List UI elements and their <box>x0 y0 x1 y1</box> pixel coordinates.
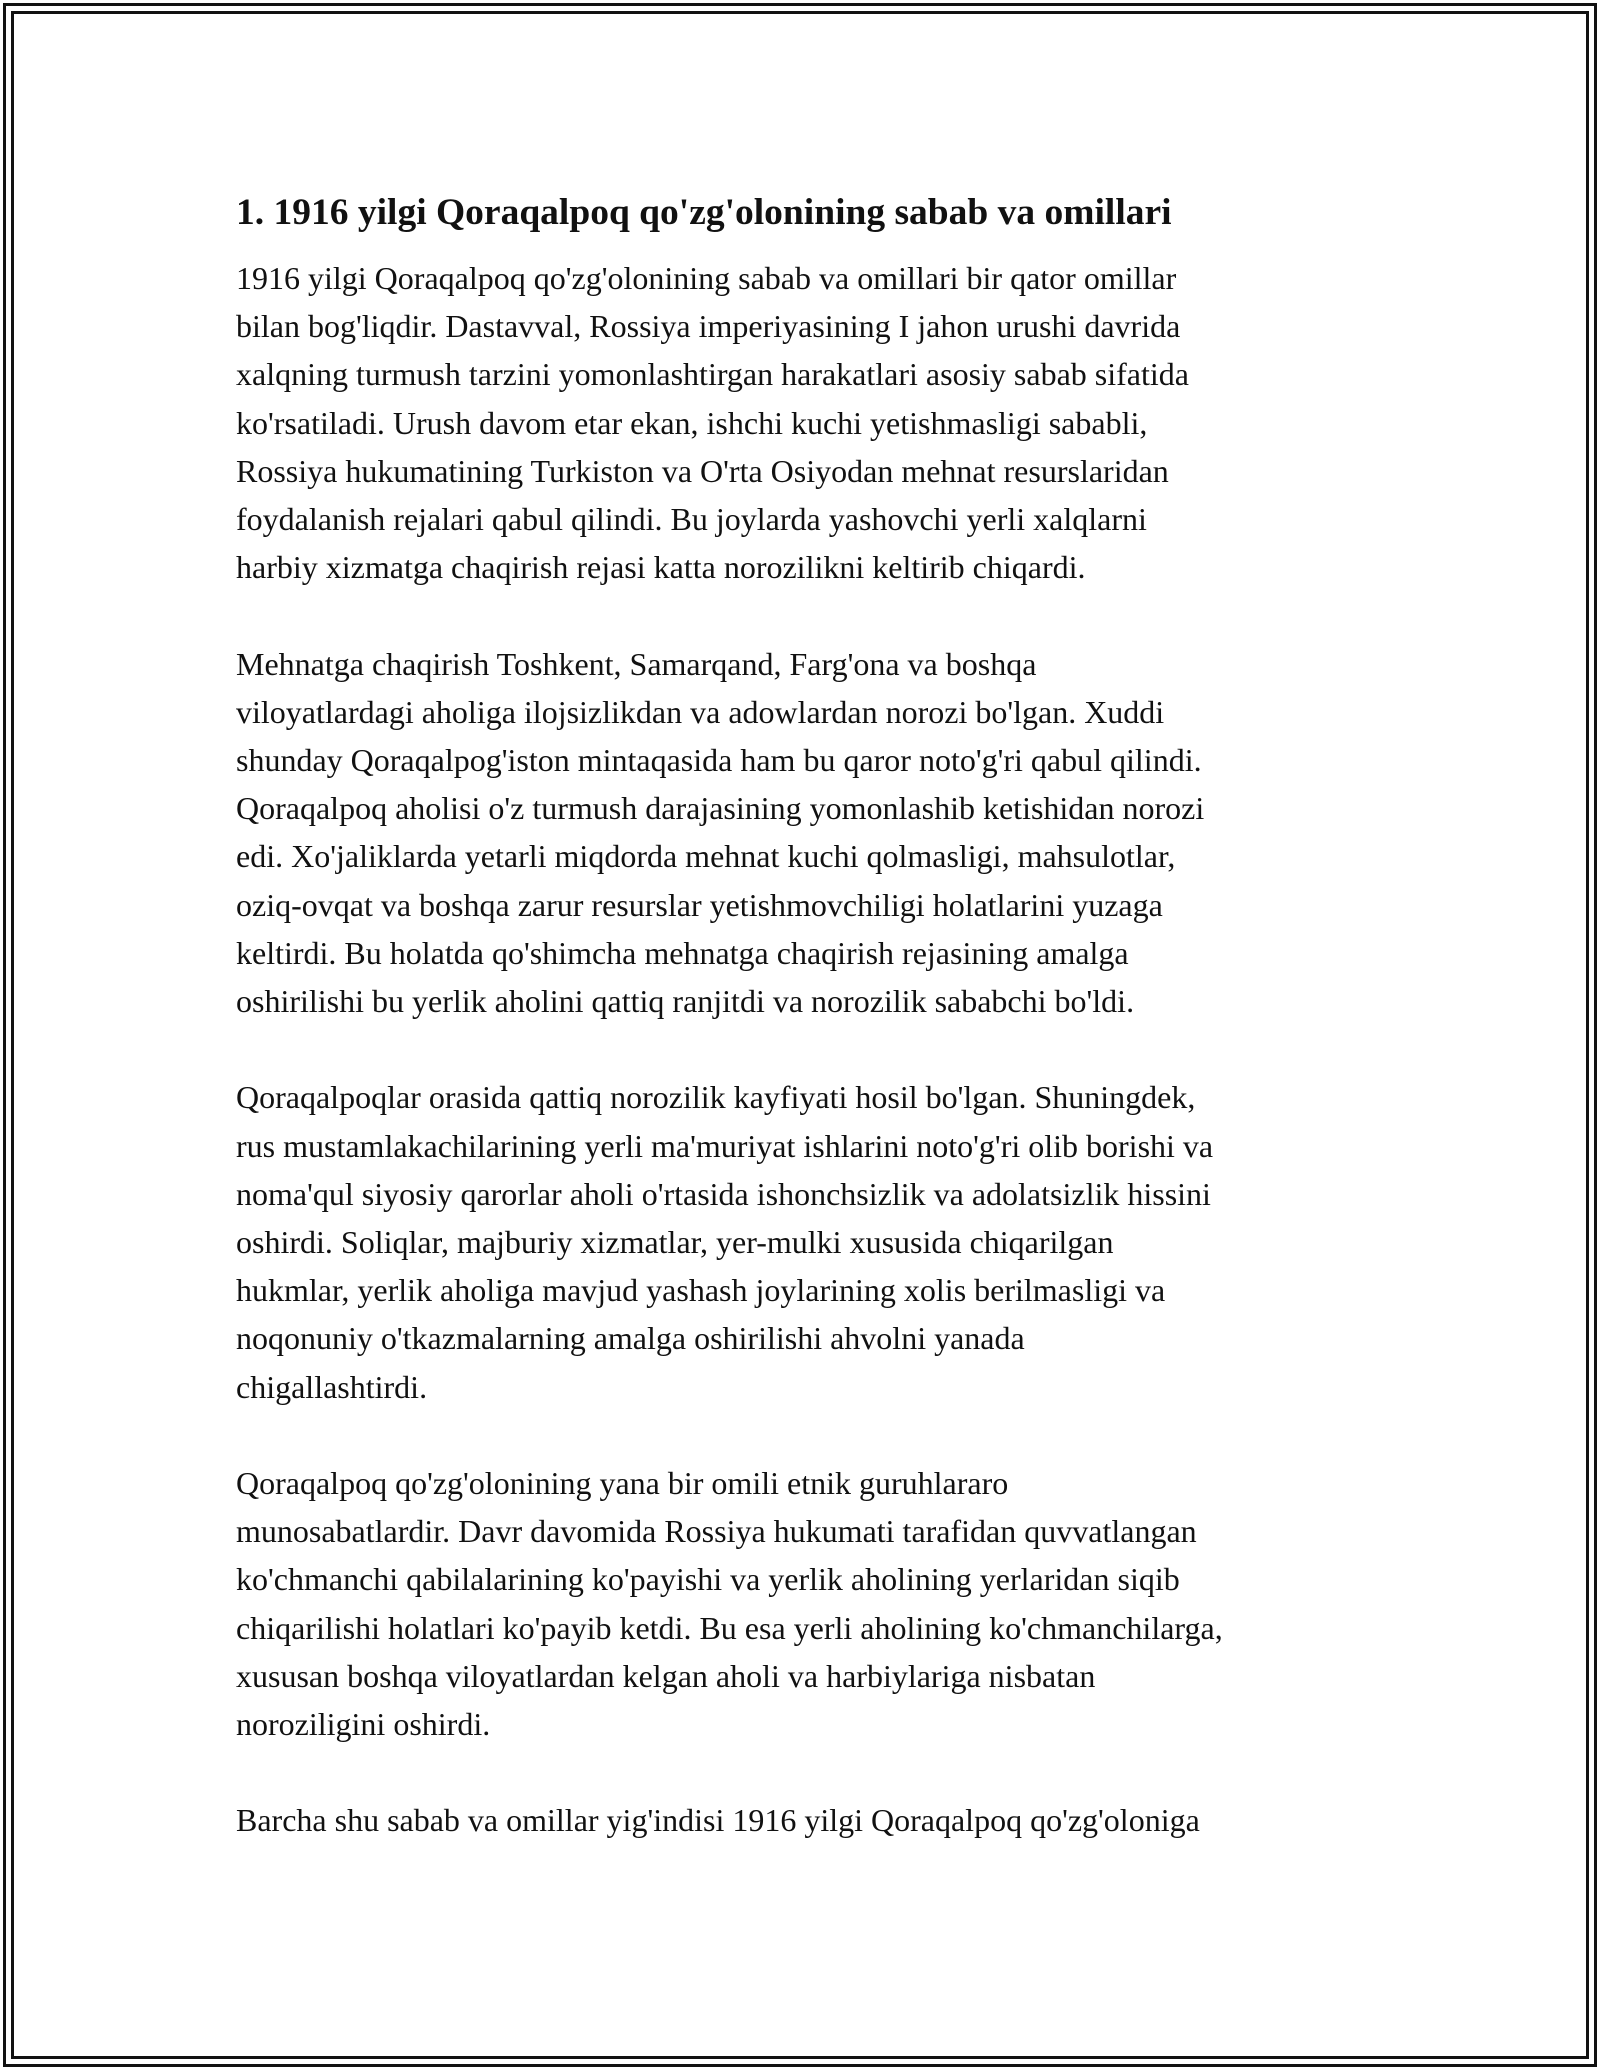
text-line: shunday Qoraqalpog'iston mintaqasida ham bu qaror noto'g'ri qabul qilindi. <box>236 742 1202 779</box>
text-line: chigallashtirdi. <box>236 1368 428 1405</box>
body-paragraph <box>236 1459 1366 1748</box>
text-line: Qoraqalpoq qo'zg'olonining yana bir omili etnik guruhlararo <box>236 1465 1009 1502</box>
paragraph-list <box>236 254 1366 1845</box>
text-line: foydalanish rejalari qabul qilindi. Bu joylarda yashovchi yerli xalqlarni <box>236 501 1147 538</box>
text-line: munosabatlardir. Davr davomida Rossiya hukumati tarafidan quvvatlangan <box>236 1513 1197 1550</box>
body-paragraph <box>236 640 1366 1026</box>
section-heading: 1. 1916 yilgi Qoraqalpoq qo'zg'olonining sabab va omillari <box>236 192 1172 233</box>
text-line: xalqning turmush tarzini yomonlashtirgan harakatlari asosiy sabab sifatida <box>236 356 1189 393</box>
text-line: oziq-ovqat va boshqa zarur resurslar yetishmovchiligi holatlarini yuzaga <box>236 886 1163 923</box>
text-line: noqonuniy o'tkazmalarning amalga oshirilishi ahvolni yanada <box>236 1320 1025 1357</box>
text-line: ko'rsatiladi. Urush davom etar ekan, ishchi kuchi yetishmasligi sababli, <box>236 404 1148 441</box>
text-line: Rossiya hukumatining Turkiston va O'rta Osiyodan mehnat resurslaridan <box>236 452 1169 489</box>
text-line: Barcha shu sabab va omillar yig'indisi 1916 yilgi Qoraqalpoq qo'zg'oloniga <box>236 1802 1200 1839</box>
text-line: hukmlar, yerlik aholiga mavjud yashash joylarining xolis berilmasligi va <box>236 1272 1166 1309</box>
text-line: noma'qul siyosiy qarorlar aholi o'rtasida ishonchsizlik va adolatsizlik hissini <box>236 1175 1211 1212</box>
text-line: viloyatlardagi aholiga ilojsizlikdan va adowlardan norozi bo'lgan. Xuddi <box>236 693 1165 730</box>
text-line: harbiy xizmatga chaqirish rejasi katta norozilikni keltirib chiqardi. <box>236 549 1086 586</box>
text-line: bilan bog'liqdir. Dastavval, Rossiya imperiyasining I jahon urushi davrida <box>236 308 1181 345</box>
text-line: oshirdi. Soliqlar, majburiy xizmatlar, yer-mulki xususida chiqarilgan <box>236 1224 1114 1261</box>
text-line: keltirdi. Bu holatda qo'shimcha mehnatga chaqirish rejasining amalga <box>236 934 1129 971</box>
text-line: Qoraqalpoq aholisi o'z turmush darajasining yomonlashib ketishidan norozi <box>236 790 1205 827</box>
body-paragraph <box>236 1796 1366 1844</box>
text-line: Qoraqalpoqlar orasida qattiq norozilik kayfiyati hosil bo'lgan. Shuningdek, <box>236 1079 1196 1116</box>
document-body <box>236 186 1366 1845</box>
text-line: ko'chmanchi qabilalarining ko'payishi va yerlik aholining yerlaridan siqib <box>236 1561 1180 1598</box>
text-line: oshirilishi bu yerlik aholini qattiq ranjitdi va norozilik sababchi bo'ldi. <box>236 983 1135 1020</box>
text-line: 1916 yilgi Qoraqalpoq qo'zg'olonining sabab va omillari bir qator omillar <box>236 260 1177 296</box>
body-paragraph <box>236 1073 1366 1410</box>
text-line: xususan boshqa viloyatlardan kelgan aholi va harbiylariga nisbatan <box>236 1657 1096 1694</box>
text-line: chiqarilishi holatlari ko'payib ketdi. Bu esa yerli aholining ko'chmanchilarga, <box>236 1609 1223 1646</box>
text-line: Mehnatga chaqirish Toshkent, Samarqand, Farg'ona va boshqa <box>236 645 1037 682</box>
text-line: rus mustamlakachilarining yerli ma'muriyat ishlarini noto'g'ri olib borishi va <box>236 1127 1214 1164</box>
text-line: noroziligini oshirdi. <box>236 1706 491 1743</box>
text-line: edi. Xo'jaliklarda yetarli miqdorda mehnat kuchi qolmasligi, mahsulotlar, <box>236 838 1176 875</box>
body-paragraph <box>236 254 1366 591</box>
